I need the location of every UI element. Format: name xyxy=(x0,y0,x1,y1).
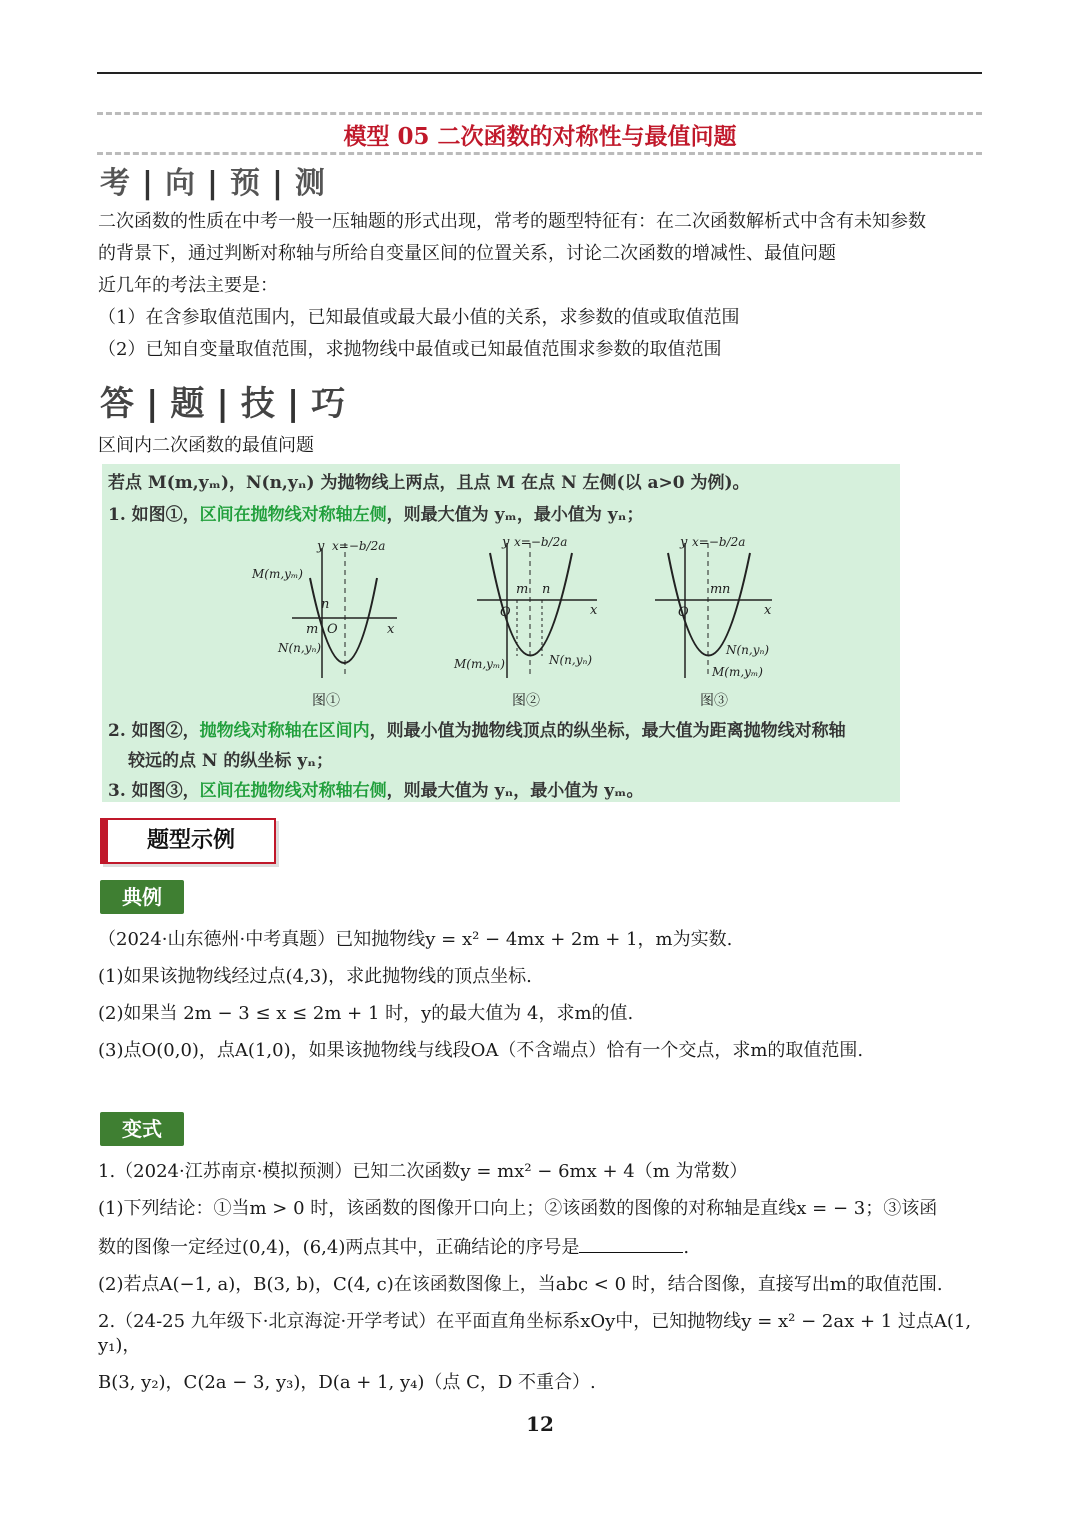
svg-text:y: y xyxy=(317,539,325,554)
tips-item-2-cont: 较远的点 N 的纵坐标 yₙ； xyxy=(128,751,333,771)
section-tag-examples: 题型示例 xyxy=(100,818,276,864)
svg-text:m: m xyxy=(516,582,529,597)
tips-item-3: 3. 如图③，区间在抛物线对称轴右侧，则最大值为 yₙ，最小值为 yₘ。 xyxy=(108,781,644,801)
svg-text:m: m xyxy=(306,622,319,637)
parabola-figures xyxy=(102,528,900,712)
tips-item-1: 1. 如图①，区间在抛物线对称轴左侧，则最大值为 yₘ，最小值为 yₙ； xyxy=(108,505,644,525)
text-line: 的背景下，通过判断对称轴与所给自变量区间的位置关系，讨论二次函数的增减性、最值问题 xyxy=(98,243,836,264)
svg-text:O: O xyxy=(327,622,338,637)
svg-text:N(n,yₙ): N(n,yₙ) xyxy=(278,641,322,655)
text-line: （2024·山东德州·中考真题）已知抛物线y = x² − 4mx + 2m + 1，m为实数. xyxy=(98,929,733,950)
text-line: B(3, y₂)，C(2a − 3, y₃)，D(a + 1, y₄)（点 C，D 不重合）. xyxy=(98,1372,596,1393)
example-problem xyxy=(98,928,998,1063)
section-heading-forecast: 考 | 向 | 预 | 测 xyxy=(100,166,327,201)
text-line: (2)如果当 2m − 3 ≤ x ≤ 2m + 1 时，y的最大值为 4，求m的值. xyxy=(98,1003,634,1024)
answer-blank[interactable] xyxy=(579,1234,683,1253)
tips-intro: 若点 M(m,yₘ)，N(n,yₙ) 为抛物线上两点，且点 M 在点 N 左侧(以 a>0 为例)。 xyxy=(108,473,750,493)
svg-text:图③: 图③ xyxy=(700,693,728,709)
text-line: 1.（2024·江苏南京·模拟预测）已知二次函数y = mx² − 6mx + 4（m 为常数） xyxy=(98,1161,748,1182)
svg-text:y: y xyxy=(680,535,688,550)
svg-text:m: m xyxy=(710,582,723,597)
tips-box xyxy=(102,464,900,802)
text-line: 二次函数的性质在中考一般一压轴题的形式出现，常考的题型特征有：在二次函数解析式中含有未知参数 xyxy=(98,211,926,232)
variant-problems xyxy=(98,1160,998,1395)
figure-1 xyxy=(251,539,397,709)
figure-3 xyxy=(655,535,772,709)
svg-text:M(m,yₘ): M(m,yₘ) xyxy=(712,665,763,679)
text-line: (1)如果该抛物线经过点(4,3)，求此抛物线的顶点坐标. xyxy=(98,966,532,987)
page-title: 模型 05 二次函数的对称性与最值问题 xyxy=(343,123,737,150)
svg-text:O: O xyxy=(678,605,689,620)
svg-text:x=−b/2a: x=−b/2a xyxy=(332,539,386,553)
text-line: （2）已知自变量取值范围，求抛物线中最值或已知最值范围求参数的取值范围 xyxy=(98,339,722,360)
svg-text:O: O xyxy=(500,605,511,620)
svg-text:x: x xyxy=(764,603,772,618)
svg-text:N(n,yₙ): N(n,yₙ) xyxy=(726,643,770,657)
badge-variant: 变式 xyxy=(100,1112,184,1146)
tips-subtitle: 区间内二次函数的最值问题 xyxy=(98,435,314,456)
page-number: 12 xyxy=(526,1412,554,1436)
forecast-text xyxy=(98,206,988,366)
svg-text:N(n,yₙ): N(n,yₙ) xyxy=(549,653,593,667)
svg-text:x=−b/2a: x=−b/2a xyxy=(692,535,746,549)
title-dash-bottom xyxy=(97,152,982,155)
figure-2 xyxy=(453,535,598,709)
svg-text:图②: 图② xyxy=(512,693,540,709)
text-line: (1)下列结论：①当m > 0 时，该函数的图像开口向上；②该函数的图像的对称轴是直线x = − 3；③该函 xyxy=(98,1198,938,1219)
svg-text:x: x xyxy=(590,603,598,618)
svg-text:n: n xyxy=(321,597,330,612)
tips-item-2: 2. 如图②，抛物线对称轴在区间内，则最小值为抛物线顶点的纵坐标，最大值为距离抛物线对称轴 xyxy=(108,721,846,741)
text-line: 数的图像一定经过(0,4)，(6,4)两点其中，正确结论的序号是 . xyxy=(98,1234,998,1260)
text-line: (3)点O(0,0)，点A(1,0)，如果该抛物线与线段OA（不含端点）恰有一个交点，求m的取值范围. xyxy=(98,1040,864,1061)
svg-text:n: n xyxy=(542,582,551,597)
svg-text:x: x xyxy=(387,622,395,637)
section-heading-tips: 答 | 题 | 技 | 巧 xyxy=(100,384,348,424)
text-line: 2.（24-25 九年级下·北京海淀·开学考试）在平面直角坐标系xOy中，已知抛物线y = x² − 2ax + 1 过点A(1, y₁)， xyxy=(98,1311,972,1356)
text-line: （1）在含参取值范围内，已知最值或最大最小值的关系，求参数的值或取值范围 xyxy=(98,307,740,328)
svg-text:M(m,yₘ): M(m,yₘ) xyxy=(454,657,505,671)
svg-text:x=−b/2a: x=−b/2a xyxy=(514,535,568,549)
text-line: 近几年的考法主要是： xyxy=(98,275,278,296)
top-rule xyxy=(97,72,982,74)
svg-text:M(m,yₘ): M(m,yₘ) xyxy=(252,567,303,581)
svg-text:y: y xyxy=(502,535,510,550)
svg-text:n: n xyxy=(722,582,731,597)
badge-example: 典例 xyxy=(100,880,184,914)
svg-text:图①: 图① xyxy=(312,693,340,709)
title-dash-top xyxy=(97,112,982,115)
text-line: (2)若点A(−1, a)，B(3, b)，C(4, c)在该函数图像上，当abc < 0 时，结合图像，直接写出m的取值范围. xyxy=(98,1274,943,1295)
